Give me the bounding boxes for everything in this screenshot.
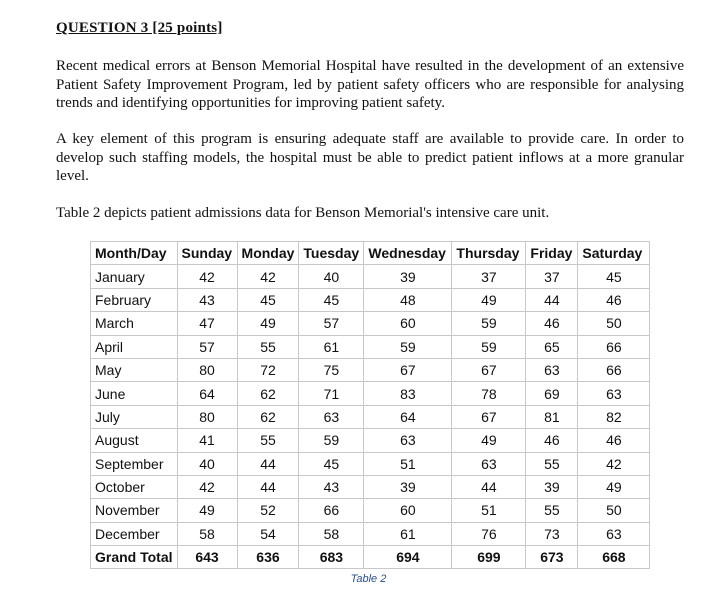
table-cell: 67 xyxy=(452,358,526,381)
table-cell: 51 xyxy=(452,499,526,522)
table-cell: 81 xyxy=(526,405,578,428)
table-cell: 63 xyxy=(578,382,650,405)
table-cell: 46 xyxy=(578,429,650,452)
table-cell: 59 xyxy=(452,335,526,358)
table-cell: 67 xyxy=(364,358,452,381)
table-cell: 82 xyxy=(578,405,650,428)
table-cell: 45 xyxy=(237,288,299,311)
table-cell: 44 xyxy=(237,452,299,475)
table-header-row xyxy=(91,242,650,265)
row-label: March xyxy=(91,312,178,335)
row-label: January xyxy=(91,265,178,288)
table-cell: 42 xyxy=(578,452,650,475)
table-cell: 50 xyxy=(578,499,650,522)
table-body xyxy=(91,265,650,569)
table-cell: 48 xyxy=(364,288,452,311)
table-cell: 76 xyxy=(452,522,526,545)
grand-total-row xyxy=(91,546,650,569)
table-cell: 45 xyxy=(578,265,650,288)
table-cell: 55 xyxy=(526,452,578,475)
table-row xyxy=(91,358,650,381)
row-label: Grand Total xyxy=(91,546,178,569)
table-cell: 52 xyxy=(237,499,299,522)
table-cell: 78 xyxy=(452,382,526,405)
header-thursday: Thursday xyxy=(452,242,526,265)
table-cell: 63 xyxy=(578,522,650,545)
table-cell: 49 xyxy=(452,429,526,452)
table-cell: 42 xyxy=(237,265,299,288)
table-row xyxy=(91,475,650,498)
row-label: October xyxy=(91,475,178,498)
table-row xyxy=(91,405,650,428)
table-cell: 37 xyxy=(452,265,526,288)
table-cell: 71 xyxy=(299,382,364,405)
table-cell: 58 xyxy=(177,522,237,545)
header-sunday: Sunday xyxy=(177,242,237,265)
paragraph-intro: Recent medical errors at Benson Memorial Hospital have resulted in the development of an extensive Patient Safety Improvement Program, led by patient safety officers who are responsible for analysing trends and identifying opportunities for improving patient safety. xyxy=(56,58,684,111)
table-cell: 60 xyxy=(364,312,452,335)
table-cell: 46 xyxy=(526,429,578,452)
paragraph-staffing: A key element of this program is ensuring adequate staff are available to provide care. In order to develop such staffing models, the hospital must be able to predict patient inflows at a more granular level. xyxy=(56,131,684,184)
table-cell: 55 xyxy=(526,499,578,522)
table-cell: 55 xyxy=(237,335,299,358)
table-row xyxy=(91,288,650,311)
table-row xyxy=(91,335,650,358)
table-caption: Table 2 xyxy=(350,573,387,585)
table-row xyxy=(91,265,650,288)
table-cell: 636 xyxy=(237,546,299,569)
table-cell: 66 xyxy=(578,358,650,381)
table-row xyxy=(91,429,650,452)
header-month-day: Month/Day xyxy=(91,242,178,265)
table-cell: 44 xyxy=(452,475,526,498)
table-cell: 673 xyxy=(526,546,578,569)
table-cell: 75 xyxy=(299,358,364,381)
table-cell: 683 xyxy=(299,546,364,569)
table-cell: 49 xyxy=(237,312,299,335)
table-row xyxy=(91,452,650,475)
table-cell: 61 xyxy=(299,335,364,358)
row-label: August xyxy=(91,429,178,452)
table-row xyxy=(91,522,650,545)
table-cell: 62 xyxy=(237,405,299,428)
table-cell: 58 xyxy=(299,522,364,545)
table-cell: 45 xyxy=(299,288,364,311)
table-cell: 43 xyxy=(299,475,364,498)
table-cell: 61 xyxy=(364,522,452,545)
row-label: December xyxy=(91,522,178,545)
table-cell: 694 xyxy=(364,546,452,569)
table-cell: 83 xyxy=(364,382,452,405)
table-cell: 46 xyxy=(578,288,650,311)
table-cell: 63 xyxy=(452,452,526,475)
table-cell: 59 xyxy=(452,312,526,335)
table-cell: 63 xyxy=(299,405,364,428)
table-row xyxy=(91,382,650,405)
table-cell: 46 xyxy=(526,312,578,335)
table-cell: 57 xyxy=(299,312,364,335)
table-cell: 80 xyxy=(177,405,237,428)
table-cell: 44 xyxy=(526,288,578,311)
table-cell: 50 xyxy=(578,312,650,335)
table-cell: 64 xyxy=(177,382,237,405)
table-cell: 49 xyxy=(452,288,526,311)
table-cell: 62 xyxy=(237,382,299,405)
table-cell: 54 xyxy=(237,522,299,545)
header-tuesday: Tuesday xyxy=(299,242,364,265)
row-label: May xyxy=(91,358,178,381)
table-cell: 66 xyxy=(578,335,650,358)
table-cell: 49 xyxy=(578,475,650,498)
table-cell: 39 xyxy=(364,475,452,498)
header-saturday: Saturday xyxy=(578,242,650,265)
table-row xyxy=(91,312,650,335)
table-cell: 43 xyxy=(177,288,237,311)
table-cell: 59 xyxy=(299,429,364,452)
table-cell: 37 xyxy=(526,265,578,288)
table-cell: 47 xyxy=(177,312,237,335)
table-cell: 65 xyxy=(526,335,578,358)
table-cell: 66 xyxy=(299,499,364,522)
table-cell: 44 xyxy=(237,475,299,498)
table-cell: 51 xyxy=(364,452,452,475)
table-cell: 63 xyxy=(364,429,452,452)
table-cell: 64 xyxy=(364,405,452,428)
table-row xyxy=(91,499,650,522)
paragraph-table-reference: Table 2 depicts patient admissions data for Benson Memorial's intensive care unit. xyxy=(56,205,550,221)
table-cell: 40 xyxy=(177,452,237,475)
table-cell: 73 xyxy=(526,522,578,545)
table-cell: 80 xyxy=(177,358,237,381)
table-cell: 42 xyxy=(177,475,237,498)
table-cell: 668 xyxy=(578,546,650,569)
row-label: November xyxy=(91,499,178,522)
table-cell: 39 xyxy=(526,475,578,498)
row-label: February xyxy=(91,288,178,311)
table-cell: 40 xyxy=(299,265,364,288)
table-cell: 69 xyxy=(526,382,578,405)
table-cell: 39 xyxy=(364,265,452,288)
table-cell: 643 xyxy=(177,546,237,569)
table-cell: 45 xyxy=(299,452,364,475)
row-label: July xyxy=(91,405,178,428)
question-title: QUESTION 3 [25 points] xyxy=(56,20,223,36)
table-cell: 63 xyxy=(526,358,578,381)
table-cell: 699 xyxy=(452,546,526,569)
header-monday: Monday xyxy=(237,242,299,265)
table-cell: 72 xyxy=(237,358,299,381)
table-cell: 55 xyxy=(237,429,299,452)
header-friday: Friday xyxy=(526,242,578,265)
row-label: April xyxy=(91,335,178,358)
table-cell: 42 xyxy=(177,265,237,288)
admissions-table xyxy=(90,241,650,569)
table-cell: 41 xyxy=(177,429,237,452)
table-cell: 57 xyxy=(177,335,237,358)
row-label: September xyxy=(91,452,178,475)
table-cell: 67 xyxy=(452,405,526,428)
table-cell: 49 xyxy=(177,499,237,522)
row-label: June xyxy=(91,382,178,405)
table-cell: 60 xyxy=(364,499,452,522)
header-wednesday: Wednesday xyxy=(364,242,452,265)
table-cell: 59 xyxy=(364,335,452,358)
